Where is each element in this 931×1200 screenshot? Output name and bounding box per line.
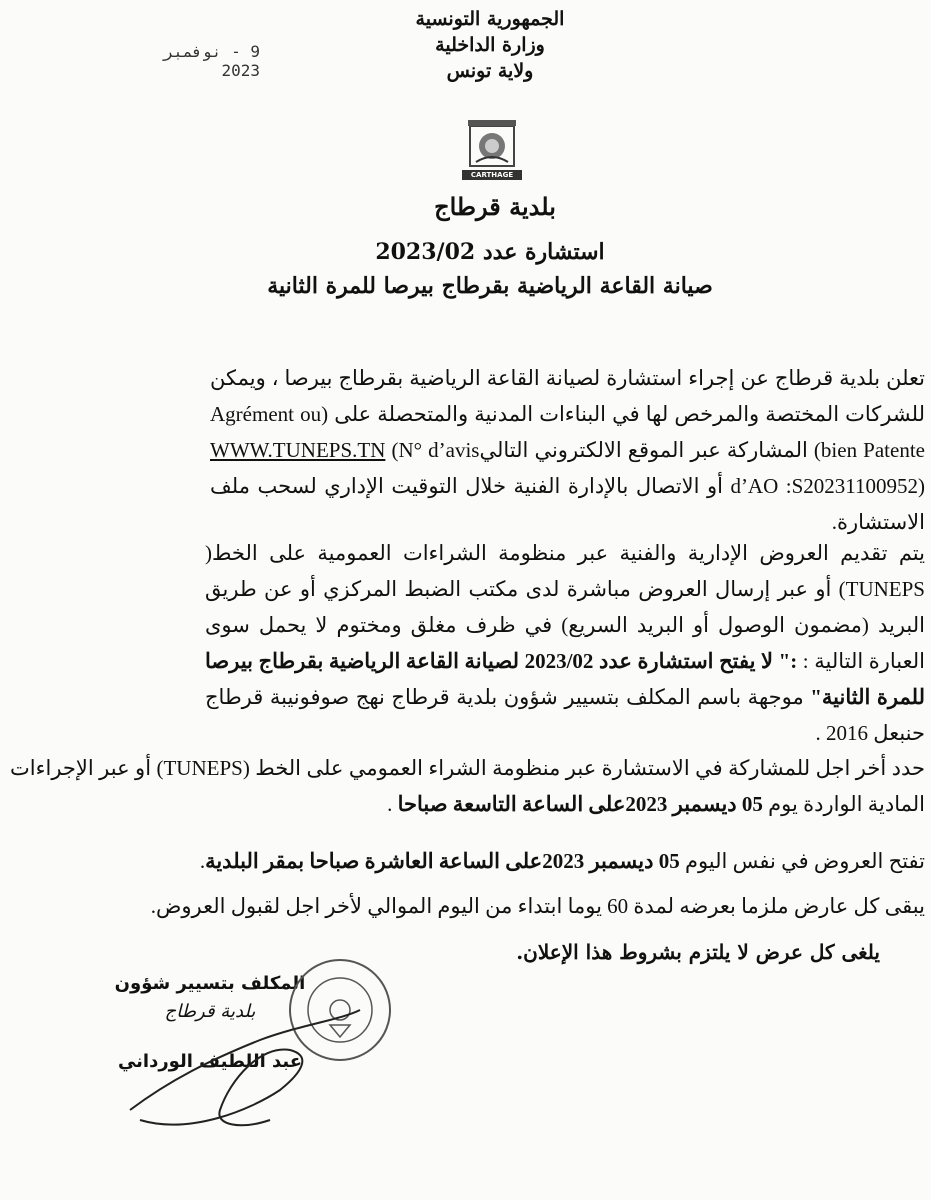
p5-text: يبقى كل عارض ملزما بعرضه لمدة 60 يوما ابتداء من اليوم الموالي لأخر اجل لقبول العروض. [150, 894, 925, 918]
signature-name: عبد اللطيف الورداني [117, 1051, 303, 1072]
signature-title: المكلف بتسيير شؤون [114, 973, 306, 994]
p2-text-b: موجهة باسم المكلف بتسيير شؤون بلدية قرطاج نهج صوفونيبة قرطاج حنبعل 2016 . [205, 685, 925, 745]
republic-header [390, 6, 590, 84]
p1-text-b: (N° d’avis d’AO :S20231100952) أو الاتصال بالإدارة الفنية خلال التوقيت الإداري لسحب ملف الاستشارة. [210, 438, 925, 534]
tuneps-link[interactable]: WWW.TUNEPS.TN [210, 438, 386, 462]
document-date: 9 - نوفمبر 2023 [163, 42, 260, 80]
p3-deadline: 05 ديسمبر 2023على الساعة التاسعة صباحا [397, 792, 763, 816]
consultation-subject: صيانة القاعة الرياضية بقرطاج بيرصا للمرة الثانية [267, 273, 713, 299]
paragraph-deadline [10, 750, 925, 822]
consultation-number: استشارة عدد 2023/02 [375, 239, 605, 265]
p3-text-b: . [387, 792, 398, 816]
p3-text-a: حدد أخر اجل للمشاركة في الاستشارة عبر منظومة الشراء العمومي على الخط (TUNEPS) أو عبر الإجراءات المادية الواردة يوم [10, 756, 925, 816]
handwritten-signature [110, 1000, 370, 1140]
header-governorate: ولاية تونس [446, 60, 534, 82]
signature-scribble-icon [110, 1000, 370, 1140]
signature-municipality: بلدية قرطاج [164, 1001, 256, 1022]
paragraph-announcement [210, 360, 925, 540]
carthage-logo [462, 118, 522, 180]
p6-text: يلغى كل عرض لا يلتزم بشروط هذا الإعلان. [516, 940, 880, 964]
p2-text-a: يتم تقديم العروض الإدارية والفنية عبر منظومة الشراءات العمومية على الخط( TUNEPS) أو عبر إرسال العروض مباشرة لدى مكتب الضبط المركزي أو عن طريق البريد (مضمون الوصول أو البريد السريع) في ظرف مغلق ومختوم لا يحمل سوى العبارة التالية : [205, 541, 925, 673]
p4-opening-time: 05 ديسمبر 2023على الساعة العاشرة صباحا بمقر البلدية [205, 849, 680, 873]
header-country: الجمهورية التونسية [415, 8, 565, 30]
consultation-title [230, 235, 750, 303]
p1-text-a: تعلن بلدية قرطاج عن إجراء استشارة لصيانة القاعة الرياضية بقرطاج بيرصا ، ويمكن للشركات المختصة والمرخص لها في البناءات المدنية والمتحصلة على (Agrément ou bien Patente) المشاركة عبر الموقع الالكتروني التالي [210, 366, 925, 462]
p2-envelope-label: :" لا يفتح استشارة عدد 2023/02 لصيانة القاعة الرياضية بقرطاج بيرصا للمرة الثانية" [205, 649, 925, 709]
logo-caption: CARTHAGE [462, 170, 522, 180]
municipality-name: بلدية قرطاج [434, 192, 556, 221]
paragraph-submission [205, 535, 925, 751]
paragraph-validity [10, 888, 925, 924]
header-ministry: وزارة الداخلية [435, 34, 545, 56]
p4-text-a: تفتح العروض في نفس اليوم [679, 849, 925, 873]
paragraph-opening [10, 843, 925, 879]
p4-text-b: . [199, 849, 206, 873]
